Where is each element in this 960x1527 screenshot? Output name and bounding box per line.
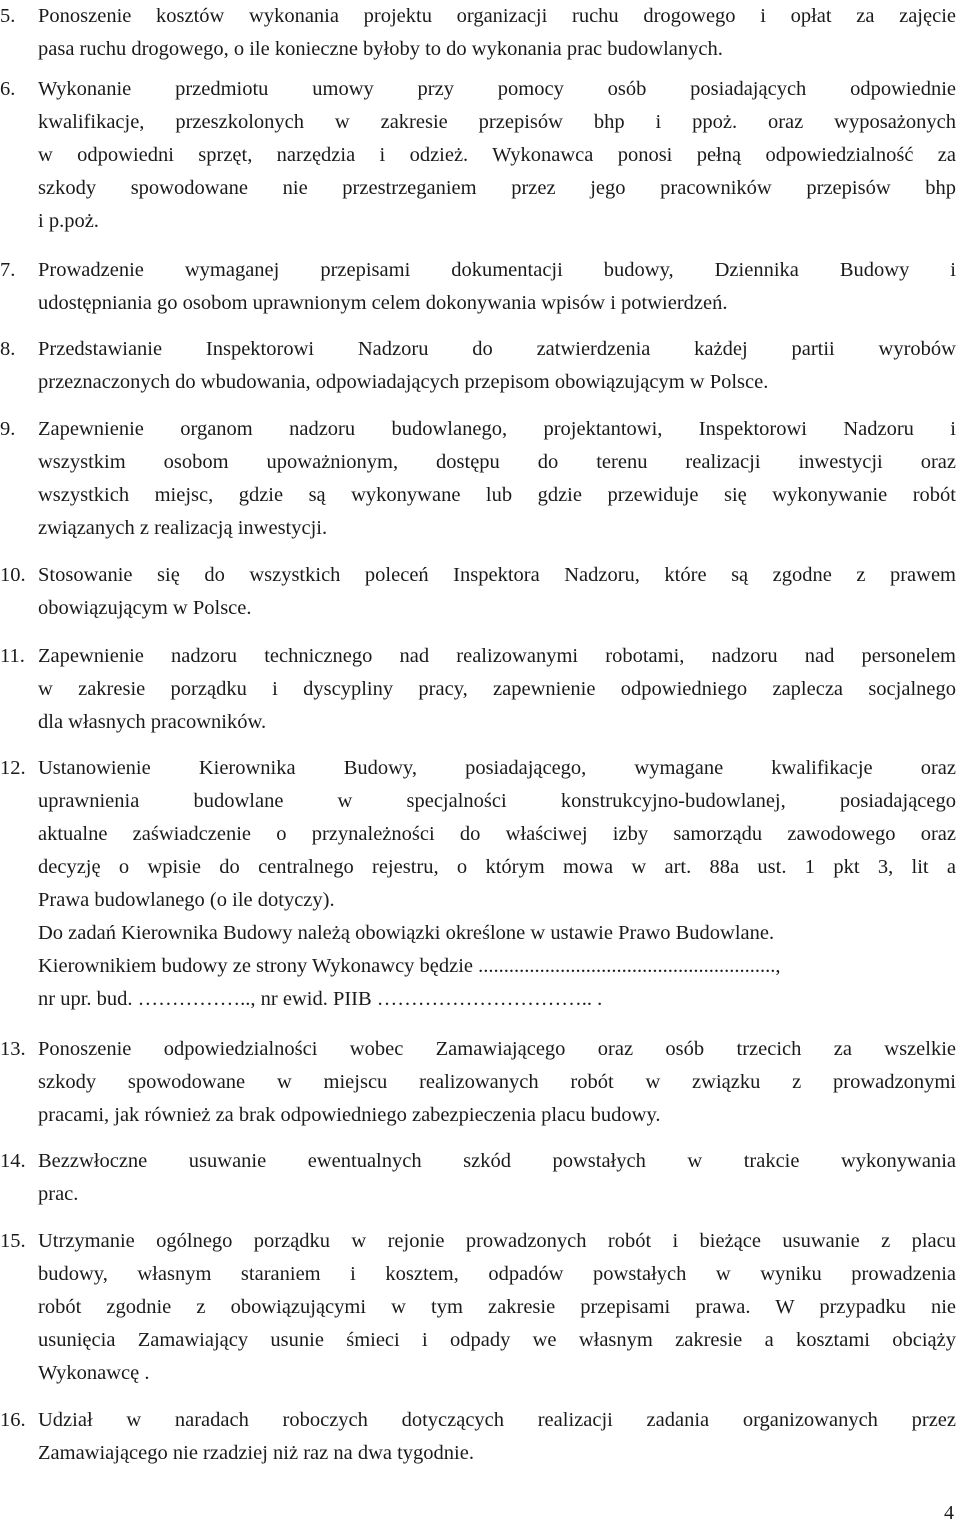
list-item-text [38, 640, 956, 739]
text-line: nr upr. bud. …………….., nr ewid. PIIB ………………………….. . [38, 988, 603, 1010]
list-item-text [38, 559, 956, 625]
list-item-number: 7. [0, 259, 16, 281]
list-item-text [38, 1145, 956, 1211]
text-line: Ustanowienie Kierownika Budowy, posiadającego, wymagane kwalifikacje oraz [38, 757, 956, 779]
list-item-text [38, 1225, 956, 1390]
text-line: Prowadzenie wymaganej przepisami dokumentacji budowy, Dziennika Budowy i [38, 259, 956, 281]
list-item-text [38, 1033, 956, 1132]
list-item-text [38, 413, 956, 545]
text-line: Zapewnienie organom nadzoru budowlanego, projektantowi, Inspektorowi Nadzoru i [38, 418, 956, 440]
text-line: związanych z realizacją inwestycji. [38, 517, 328, 539]
text-line: Zapewnienie nadzoru technicznego nad realizowanymi robotami, nadzoru nad personelem [38, 645, 956, 667]
text-line: Przedstawianie Inspektorowi Nadzoru do zatwierdzenia każdej partii wyrobów [38, 338, 956, 360]
text-line: Wykonanie przedmiotu umowy przy pomocy osób posiadających odpowiednie [38, 78, 956, 100]
text-line: Utrzymanie ogólnego porządku w rejonie prowadzonych robót i bieżące usuwanie z placu [38, 1230, 956, 1252]
text-line: Ponoszenie odpowiedzialności wobec Zamawiającego oraz osób trzecich za wszelkie [38, 1038, 956, 1060]
list-item-text [38, 752, 956, 1016]
text-line: w zakresie porządku i dyscypliny pracy, zapewnienie odpowiedniego zaplecza socjalnego [38, 678, 956, 700]
text-line: wszystkich miejsc, gdzie są wykonywane lub gdzie przewiduje się wykonywanie robót [38, 484, 956, 506]
list-item-number: 16. [0, 1409, 26, 1431]
text-line: kwalifikacje, przeszkolonych w zakresie przepisów bhp i ppoż. oraz wyposażonych [38, 111, 956, 133]
list-item-number: 15. [0, 1230, 26, 1252]
text-line: w odpowiedni sprzęt, narzędzia i odzież. Wykonawca ponosi pełną odpowiedzialność za [38, 144, 956, 166]
list-item-text [38, 254, 956, 320]
list-item-text [38, 0, 956, 66]
text-line: Do zadań Kierownika Budowy należą obowiązki określone w ustawie Prawo Budowlane. [38, 922, 775, 944]
page-number: 4 [944, 1502, 954, 1524]
text-line: Prawa budowlanego (o ile dotyczy). [38, 889, 335, 911]
text-line: uprawnienia budowlane w specjalności konstrukcyjno-budowlanej, posiadającego [38, 790, 956, 812]
text-line: wszystkim osobom upoważnionym, dostępu do terenu realizacji inwestycji oraz [38, 451, 956, 473]
text-line: obowiązującym w Polsce. [38, 597, 252, 619]
text-line: dla własnych pracowników. [38, 711, 267, 733]
list-item-number: 10. [0, 564, 26, 586]
text-line: Zamawiającego nie rzadziej niż raz na dwa tygodnie. [38, 1442, 474, 1464]
text-line: budowy, własnym staraniem i kosztem, odpadów powstałych w wyniku prowadzenia [38, 1263, 956, 1285]
text-line: i p.poż. [38, 210, 99, 232]
list-item-number: 13. [0, 1038, 26, 1060]
list-item-text [38, 333, 956, 399]
list-item-text [38, 1404, 956, 1470]
text-line: udostępniania go osobom uprawnionym celem dokonywania wpisów i potwierdzeń. [38, 292, 728, 314]
text-line: Udział w naradach roboczych dotyczących realizacji zadania organizowanych przez [38, 1409, 956, 1431]
list-item-number: 11. [0, 645, 25, 667]
list-item-number: 12. [0, 757, 26, 779]
list-item-number: 8. [0, 338, 16, 360]
text-line: pracami, jak również za brak odpowiedniego zabezpieczenia placu budowy. [38, 1104, 661, 1126]
text-line: przeznaczonych do wbudowania, odpowiadających przepisom obowiązującym w Polsce. [38, 371, 769, 393]
text-line: prac. [38, 1183, 79, 1205]
text-line: Ponoszenie kosztów wykonania projektu organizacji ruchu drogowego i opłat za zajęcie [38, 5, 956, 27]
list-item-number: 5. [0, 5, 16, 27]
text-line: szkody spowodowane nie przestrzeganiem przez jego pracowników przepisów bhp [38, 177, 956, 199]
text-line: szkody spowodowane w miejscu realizowanych robót w związku z prowadzonymi [38, 1071, 956, 1093]
list-item-number: 6. [0, 78, 16, 100]
text-line: Bezzwłoczne usuwanie ewentualnych szkód powstałych w trakcie wykonywania [38, 1150, 956, 1172]
text-line: Kierownikiem budowy ze strony Wykonawcy będzie .........................................................., [38, 955, 781, 977]
text-line: robót zgodnie z obowiązującymi w tym zakresie przepisami prawa. W przypadku nie [38, 1296, 956, 1318]
list-item-number: 9. [0, 418, 16, 440]
list-item-number: 14. [0, 1150, 26, 1172]
text-line: pasa ruchu drogowego, o ile konieczne byłoby to do wykonania prac budowlanych. [38, 38, 723, 60]
text-line: decyzję o wpisie do centralnego rejestru, o którym mowa w art. 88a ust. 1 pkt 3, lit a [38, 856, 956, 878]
list-item-text [38, 73, 956, 238]
text-line: Wykonawcę . [38, 1362, 150, 1384]
text-line: Stosowanie się do wszystkich poleceń Inspektora Nadzoru, które są zgodne z prawem [38, 564, 956, 586]
text-line: aktualne zaświadczenie o przynależności do właściwej izby samorządu zawodowego oraz [38, 823, 956, 845]
text-line: usunięcia Zamawiający usunie śmieci i odpady we własnym zakresie a kosztami obciąży [38, 1329, 956, 1351]
